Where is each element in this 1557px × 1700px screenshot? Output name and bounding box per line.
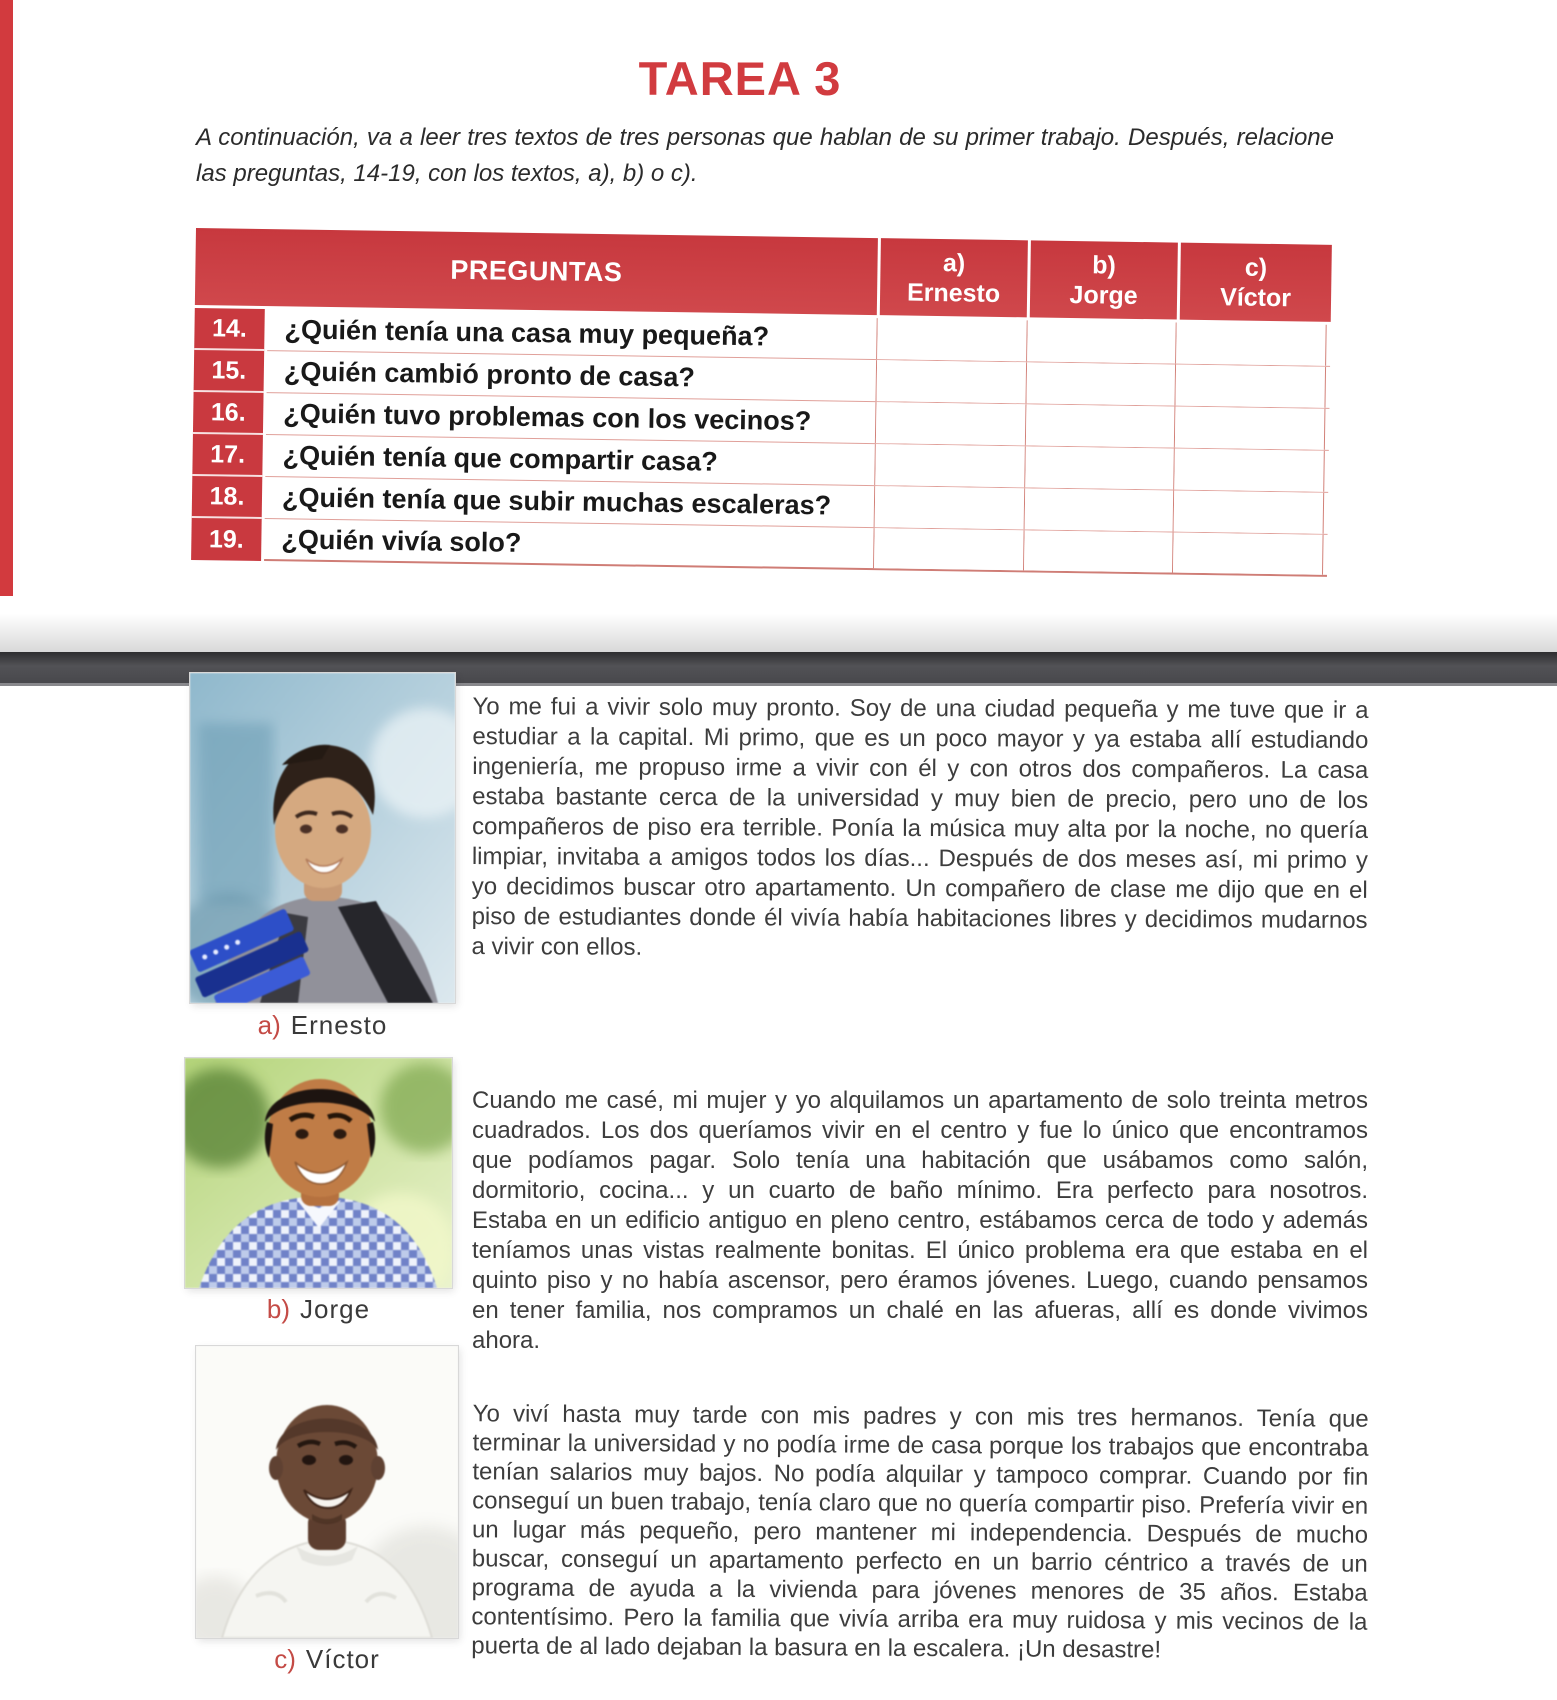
answer-cell-18-a [875,486,1025,529]
column-header-b [1030,240,1178,319]
caption-letter: c) [274,1644,296,1674]
passage-caption-b [185,1294,452,1325]
page-title: TAREA 3 [638,52,842,106]
question-text: ¿Quién tenía que subir muchas escaleras? [265,477,876,527]
row-number: 15. [194,350,265,393]
answer-cell-16-b [1025,404,1175,447]
preguntas-header-cell: PREGUNTAS [195,228,878,315]
answer-cell-18-c [1174,491,1324,534]
answer-cell-19-a [874,528,1024,570]
row-number: 17. [192,434,263,477]
answer-cell-16-a [876,402,1026,445]
caption-name: Ernesto [290,1010,388,1040]
column-letter: b) [1092,250,1117,280]
passage-caption-a [190,1010,455,1041]
column-letter: a) [942,248,966,277]
column-header-a [880,238,1028,317]
passage-text-b: Cuando me casé, mi mujer y yo alquilamos un apartamento de solo treinta metros cuadrados. Los dos queríamos vivir en el centro y fue lo único que encontramos que podíamos pagar. Solo tenía una habitación que usábamos como salón, dormitorio, cocina... y un cuarto de baño mínimo. Era perfecto para nosotros. Estaba en un edificio antiguo en pleno centro, estábamos cerca de todo y además teníamos unas vistas realmente bonitas. El único problema era que estaba en el quinto piso y no había ascensor, pero éramos jóvenes. Luego, cuando pensamos en tener familia, nos compramos un chalé en las afueras, allí es donde vivimos ahora. [472,1087,1368,1354]
row-number: 19. [191,518,262,561]
task-instructions: A continuación, va a leer tres textos de tres personas que hablan de su primer trabajo. Después, relacione las preguntas, 14-19, con los textos, a), b) o c). [196,124,1334,187]
column-name: Ernesto [906,278,1001,308]
ernesto-photo [190,673,455,1003]
victor-photo [196,1346,458,1638]
passage-text-a: Yo me fui a vivir solo muy pronto. Soy de una ciudad pequeña y me tuve que ir a estudiar a la capital. Mi primo, que es un poco mayor y ya estaba allí estudiando ingeniería, me propuso irme a vivir con él y con otros dos compañeros. La casa estaba bastante cerca de la universidad y muy bien de precio, pero uno de los compañeros de piso era terrible. Ponía la música muy alta por la noche, no quería limpiar, invitaba a amigos todos los días... Después de dos meses así, mi primo y yo decidimos buscar otro apartamento. Un compañero de clase me dijo que en el piso de estudiantes donde él vivía había habitaciones libres y decidimos mudarnos a vivir con ellos. [471,693,1369,961]
row-number: 14. [194,308,265,351]
answer-cell-19-b [1024,530,1174,572]
question-text: ¿Quién tenía que compartir casa? [265,435,876,485]
questions-table [191,228,1332,577]
answer-cell-14-c [1176,323,1326,366]
answer-cell-14-b [1027,320,1177,363]
question-text: ¿Quién cambió pronto de casa? [267,351,878,401]
answer-cell-17-a [875,444,1025,487]
answer-cell-17-c [1174,449,1324,492]
answer-cell-14-a [877,318,1027,361]
answer-cell-17-b [1025,446,1175,489]
column-header-c [1180,243,1332,322]
column-letter: c) [1244,253,1268,282]
answer-cell-16-c [1175,407,1325,450]
answer-cell-18-b [1024,488,1174,531]
question-text: ¿Quién tuvo problemas con los vecinos? [266,393,877,443]
row-number: 18. [192,476,263,519]
passage-caption-c [196,1644,458,1675]
question-text: ¿Quién vivía solo? [264,519,875,568]
caption-letter: b) [266,1294,291,1324]
question-text: ¿Quién tenía una casa muy pequeña? [267,309,878,359]
column-name: Jorge [1069,280,1138,310]
caption-name: Víctor [305,1644,380,1674]
table-header [195,228,1332,322]
page-bottom-shadow [0,614,1557,652]
answer-cell-15-b [1026,362,1176,405]
answer-cell-15-a [877,360,1027,403]
jorge-photo [185,1058,452,1288]
row-number: 16. [193,392,264,435]
caption-letter: a) [257,1010,281,1040]
answer-cell-15-c [1175,365,1325,408]
answer-cell-19-c [1173,533,1323,575]
table-body [191,308,1331,577]
caption-name: Jorge [300,1294,371,1324]
passage-text-c: Yo viví hasta muy tarde con mis padres y con mis tres hermanos. Tenía que terminar la universidad y no podía irme de casa porque los trabajos que encontraba tenían salarios muy bajos. No podía alquilar y tampoco comprar. Cuando por fin conseguí un buen trabajo, tenía claro que no quería compartir piso. Prefería vivir en un lugar más pequeño, pero mantener mi independencia. Después de mucho buscar, conseguí un apartamento perfecto en un barrio céntrico a través de un programa de ayuda a la vivienda para jóvenes menores de 35 años. Estaba contentísimo. Pero la familia que vivía arriba era muy ruidosa y mis vecinos de la puerta de al lado dejaban la basura en la escalera. ¡Un desastre! [471,1400,1369,1664]
column-name: Víctor [1219,282,1292,312]
